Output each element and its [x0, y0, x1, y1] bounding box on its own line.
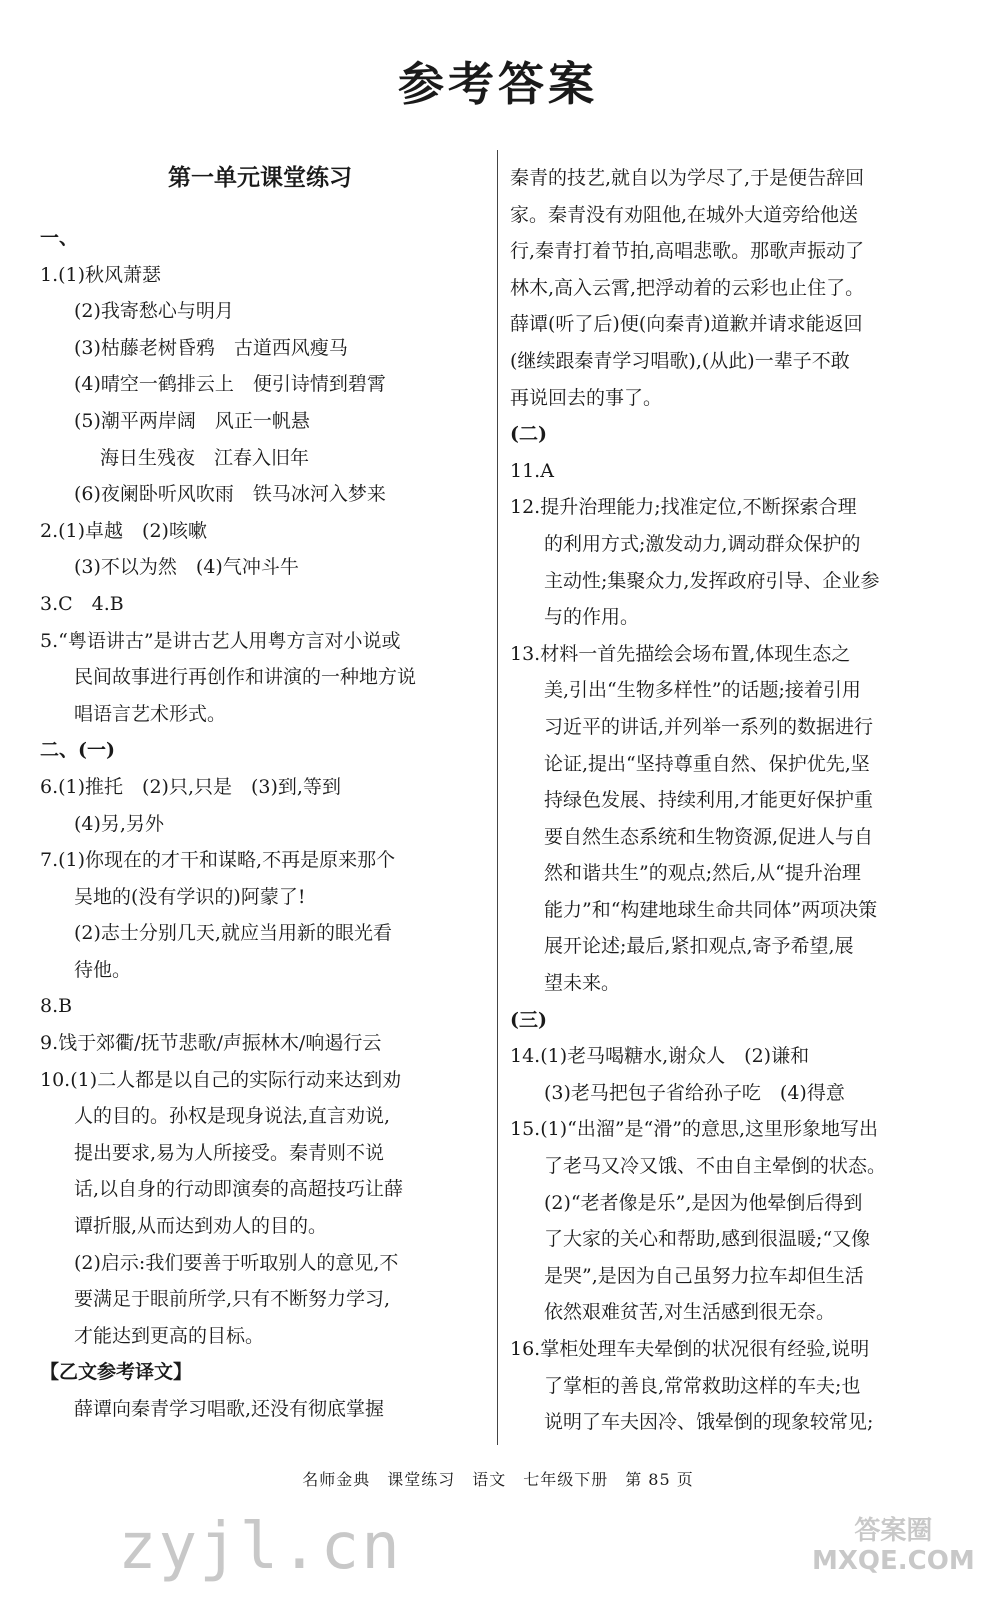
- answer-line: (3)枯藤老树昏鸦 古道西风瘦马: [74, 336, 348, 359]
- answer-line: 了大家的关心和帮助,感到很温暖;“又像: [544, 1228, 871, 1251]
- answer-line: 提出要求,易为人所接受。秦青则不说: [74, 1141, 385, 1164]
- answer-line: 12.提升治理能力;找准定位,不断探索合理: [510, 496, 857, 519]
- answer-line: 11.A: [510, 459, 554, 482]
- answer-line: 9.饯于郊衢/抚节悲歌/声振林木/响遏行云: [40, 1032, 382, 1055]
- answer-line: 唱语言艺术形式。: [74, 702, 227, 725]
- column-divider: [497, 150, 498, 1445]
- answer-line: 【乙文参考译文】: [40, 1361, 193, 1384]
- answer-line: 待他。: [74, 958, 132, 981]
- answer-line: 话,以自身的行动即演奏的高超技巧让薛: [74, 1178, 404, 1201]
- right-answer-list: [510, 160, 965, 1441]
- answer-line: 民间故事进行再创作和讲演的一种地方说: [74, 666, 417, 689]
- answer-line: 要自然生态系统和生物资源,促进人与自: [544, 825, 874, 848]
- right-column: [510, 160, 965, 1441]
- answer-line: 了老马又冷又饿、不由自主晕倒的状态。: [544, 1155, 887, 1178]
- answer-line: 望未来。: [544, 972, 621, 995]
- answer-line: 林木,高入云霄,把浮动着的云彩也止住了。: [510, 276, 865, 299]
- answer-line: 习近平的讲话,并列举一系列的数据进行: [544, 715, 874, 738]
- answer-line: 14.(1)老马喝糖水,谢众人 (2)谦和: [510, 1045, 810, 1068]
- answer-line: 秦青的技艺,就自以为学尽了,于是便告辞回: [510, 167, 865, 189]
- answer-line: 16.掌柜处理车夫晕倒的状况很有经验,说明: [510, 1338, 870, 1360]
- answer-line: 2.(1)卓越 (2)咳嗽: [40, 519, 207, 542]
- watermark-mxqe-url: MXQE.COM: [812, 1546, 975, 1576]
- answer-line: 人的目的。孙权是现身说法,直言劝说,: [74, 1105, 391, 1128]
- answer-line: 一、: [40, 227, 79, 249]
- answer-line: 10.(1)二人都是以自己的实际行动来达到劝: [40, 1068, 402, 1091]
- page-title: 参考答案: [398, 57, 598, 111]
- answer-line: 依然艰难贫苦,对生活感到很无奈。: [544, 1301, 836, 1324]
- answer-line: (2)“老者像是乐”,是因为他晕倒后得到: [544, 1191, 863, 1214]
- answer-line: 美,引出“生物多样性”的话题;接着引用: [544, 679, 861, 702]
- answer-line: 谭折服,从而达到劝人的目的。: [74, 1215, 328, 1238]
- answer-line: 家。秦青没有劝阻他,在城外大道旁给他送: [510, 203, 859, 226]
- answer-line: (3)不以为然 (4)气冲斗牛: [74, 556, 299, 579]
- answer-line: 6.(1)推托 (2)只,只是 (3)到,等到: [40, 775, 341, 798]
- answer-line: 3.C 4.B: [40, 592, 124, 615]
- answer-line: 13.材料一首先描绘会场布置,体现生态之: [510, 642, 851, 665]
- answer-line: 才能达到更高的目标。: [74, 1324, 265, 1347]
- answer-line: (5)潮平两岸阔 风正一帆悬: [74, 409, 310, 432]
- answer-line: 二、(一): [40, 739, 115, 762]
- left-answer-list: [40, 220, 480, 1428]
- left-column: [40, 160, 480, 1428]
- answer-line: 要满足于眼前所学,只有不断努力学习,: [74, 1288, 391, 1311]
- answer-line: 7.(1)你现在的才干和谋略,不再是原来那个: [40, 849, 396, 872]
- answer-line: (2)启示:我们要善于听取别人的意见,不: [74, 1251, 399, 1274]
- answer-line: (4)晴空一鹤排云上 便引诗情到碧霄: [74, 373, 386, 396]
- answer-line: 15.(1)“出溜”是“滑”的意思,这里形象地写出: [510, 1118, 879, 1141]
- answer-line: 主动性;集聚众力,发挥政府引导、企业参: [544, 569, 880, 592]
- answer-line: 的利用方式;激发动力,调动群众保护的: [544, 532, 861, 555]
- answer-line: 1.(1)秋风萧瑟: [40, 263, 162, 286]
- answer-line: 展开论述;最后,紧扣观点,寄予希望,展: [544, 935, 854, 958]
- answer-line: 能力”和“构建地球生命共同体”两项决策: [544, 898, 878, 921]
- answer-line: 5.“粤语讲古”是讲古艺人用粤方言对小说或: [40, 629, 401, 652]
- answer-line: (3)老马把包子省给孙子吃 (4)得意: [544, 1081, 845, 1104]
- answer-line: (2)志士分别几天,就应当用新的眼光看: [74, 922, 392, 945]
- answer-line: 8.B: [40, 995, 73, 1018]
- answer-line: (三): [510, 1008, 547, 1031]
- watermark-mxqe: [812, 1516, 975, 1576]
- answer-line: 是哭”,是因为自己虽努力拉车却但生活: [544, 1264, 864, 1287]
- answer-line: 吴地的(没有学识的)阿蒙了!: [74, 885, 306, 908]
- answer-line: (继续跟秦青学习唱歌),(从此)一辈子不敢: [510, 349, 850, 372]
- section-title: 第一单元课堂练习: [168, 164, 352, 191]
- answer-line: 行,秦青打着节拍,高唱悲歌。那歌声振动了: [510, 240, 865, 263]
- page-footer: 名师金典 课堂练习 语文 七年级下册 第 85 页: [302, 1470, 694, 1489]
- answer-line: 再说回去的事了。: [510, 386, 663, 409]
- answer-line: 与的作用。: [544, 606, 640, 629]
- answer-line: 说明了车夫因冷、饿晕倒的现象较常见;: [544, 1411, 874, 1434]
- answer-line: 论证,提出“坚持尊重自然、保护优先,坚: [544, 752, 870, 775]
- answer-line: 了掌柜的善良,常常救助这样的车夫;也: [544, 1374, 861, 1397]
- answer-line: (4)另,另外: [74, 812, 164, 835]
- answer-line: (二): [510, 423, 547, 446]
- watermark-mxqe-title: 答案圈: [854, 1516, 933, 1546]
- answer-line: 持绿色发展、持续利用,才能更好保护重: [544, 789, 874, 812]
- watermark-zyjl: zyjl.cn: [118, 1510, 402, 1584]
- answer-line: 海日生残夜 江春入旧年: [100, 446, 310, 469]
- answer-line: (2)我寄愁心与明月: [74, 300, 234, 323]
- answer-line: (6)夜阑卧听风吹雨 铁马冰河入梦来: [74, 483, 386, 506]
- answer-line: 薛谭向秦青学习唱歌,还没有彻底掌握: [74, 1398, 385, 1420]
- answer-line: 薛谭(听了后)便(向秦青)道歉并请求能返回: [510, 313, 863, 336]
- answer-line: 然和谐共生”的观点;然后,从“提升治理: [544, 862, 861, 885]
